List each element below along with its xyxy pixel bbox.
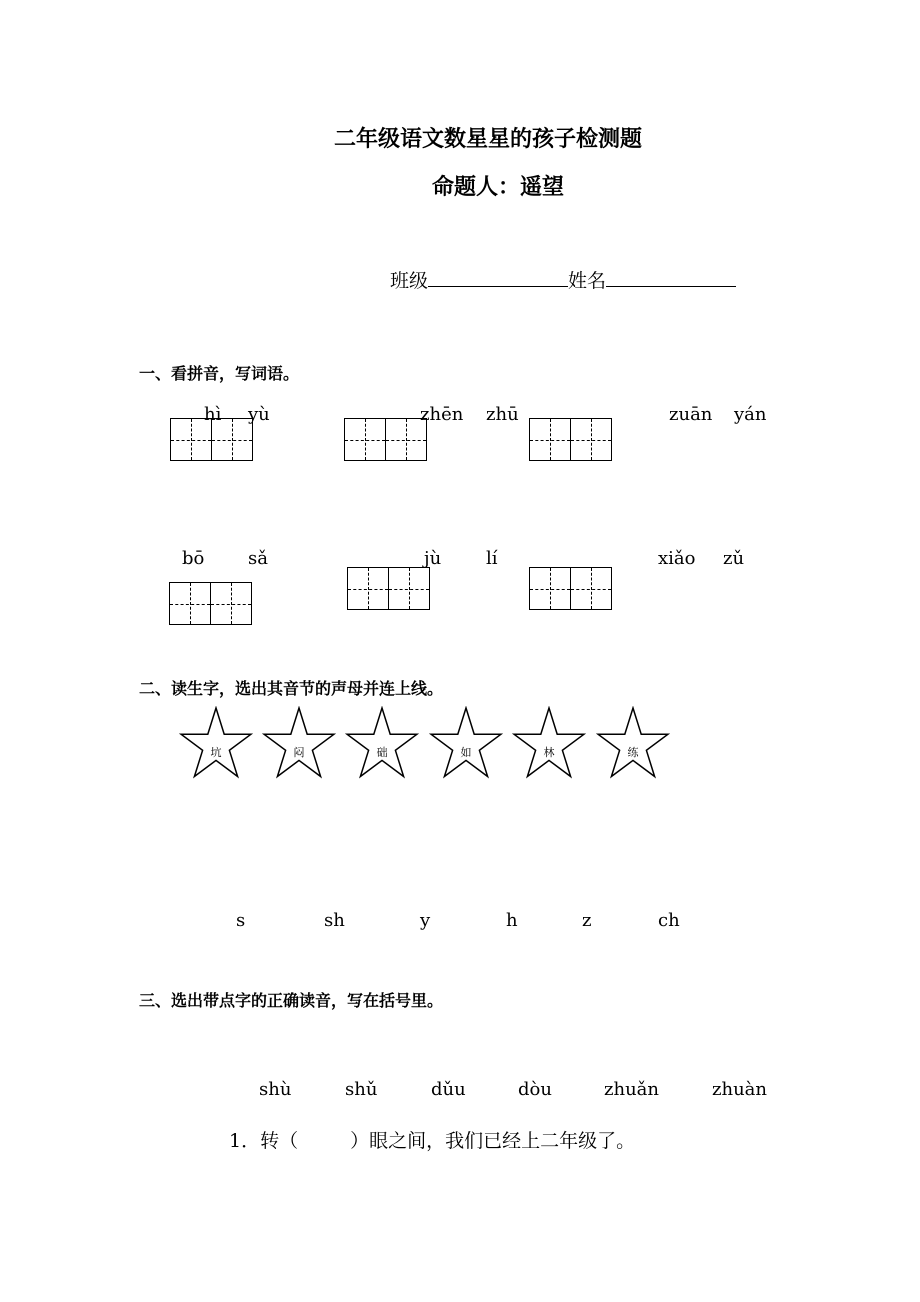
pinyin: jù (424, 548, 442, 569)
star-icon (429, 706, 503, 780)
reading-option: shǔ (345, 1079, 378, 1100)
pinyin: lí (486, 548, 498, 569)
writing-grid-5[interactable] (347, 567, 428, 610)
question-number: 1． (229, 1130, 261, 1152)
reading-option: dòu (518, 1079, 552, 1100)
pinyin: zhū (486, 404, 519, 425)
pinyin: zǔ (723, 548, 745, 569)
pinyin: zhēn (420, 404, 464, 425)
reading-option: shù (259, 1079, 292, 1100)
pinyin: hì (204, 404, 222, 425)
pinyin: sǎ (248, 548, 268, 569)
pinyin: xiǎo (658, 548, 696, 569)
section3-heading: 三、选出带点字的正确读音，写在括号里。 (139, 991, 444, 1010)
class-label: 班级 (390, 270, 429, 292)
pinyin: bō (182, 548, 205, 569)
star-character: 闷 (293, 746, 305, 759)
writing-grid-3[interactable] (529, 418, 610, 461)
initial-option[interactable]: s (236, 910, 246, 931)
star-card[interactable] (512, 706, 586, 780)
initial-option[interactable]: ch (658, 910, 680, 931)
star-character: 坑 (210, 746, 222, 759)
initial-option[interactable]: y (420, 910, 431, 931)
paren-open: （ (279, 1130, 299, 1152)
section1-heading: 一、看拼音，写词语。 (139, 364, 300, 383)
section2-heading: 二、读生字，选出其音节的声母并连上线。 (139, 679, 444, 698)
star-icon (179, 706, 253, 780)
star-character: 练 (627, 746, 639, 759)
reading-option: zhuàn (712, 1079, 767, 1100)
star-icon (596, 706, 670, 780)
star-card[interactable] (179, 706, 253, 780)
star-icon (262, 706, 336, 780)
writing-grid-4[interactable] (169, 582, 250, 625)
page-title: 二年级语文数星星的孩子检测题 (334, 126, 643, 152)
class-name-line (390, 266, 736, 293)
author-line: 命题人：遥望 (432, 174, 565, 200)
star-card[interactable] (429, 706, 503, 780)
star-icon (345, 706, 419, 780)
initial-option[interactable]: z (582, 910, 592, 931)
pinyin: yù (248, 404, 270, 425)
pinyin: yán (734, 404, 767, 425)
question-text: 眼之间，我们已经上二年级了。 (369, 1130, 636, 1152)
star-character: 如 (460, 746, 472, 759)
initial-option[interactable]: h (506, 910, 518, 931)
star-character: 础 (376, 746, 388, 759)
star-card[interactable] (596, 706, 670, 780)
paren-close: ） (350, 1130, 370, 1152)
star-icon (512, 706, 586, 780)
writing-grid-2[interactable] (344, 418, 425, 461)
class-blank[interactable] (428, 268, 568, 287)
question-1 (229, 1126, 635, 1153)
pinyin: zuān (669, 404, 713, 425)
name-label: 姓名 (568, 270, 607, 292)
dotted-character: 转 (260, 1130, 280, 1152)
reading-option: zhuǎn (604, 1079, 659, 1100)
star-card[interactable] (262, 706, 336, 780)
star-card[interactable] (345, 706, 419, 780)
writing-grid-1[interactable] (170, 418, 251, 461)
star-character: 林 (543, 746, 555, 759)
name-blank[interactable] (606, 268, 736, 287)
writing-grid-6[interactable] (529, 567, 610, 610)
initial-option[interactable]: sh (324, 910, 345, 931)
reading-option: dǔu (431, 1079, 466, 1100)
